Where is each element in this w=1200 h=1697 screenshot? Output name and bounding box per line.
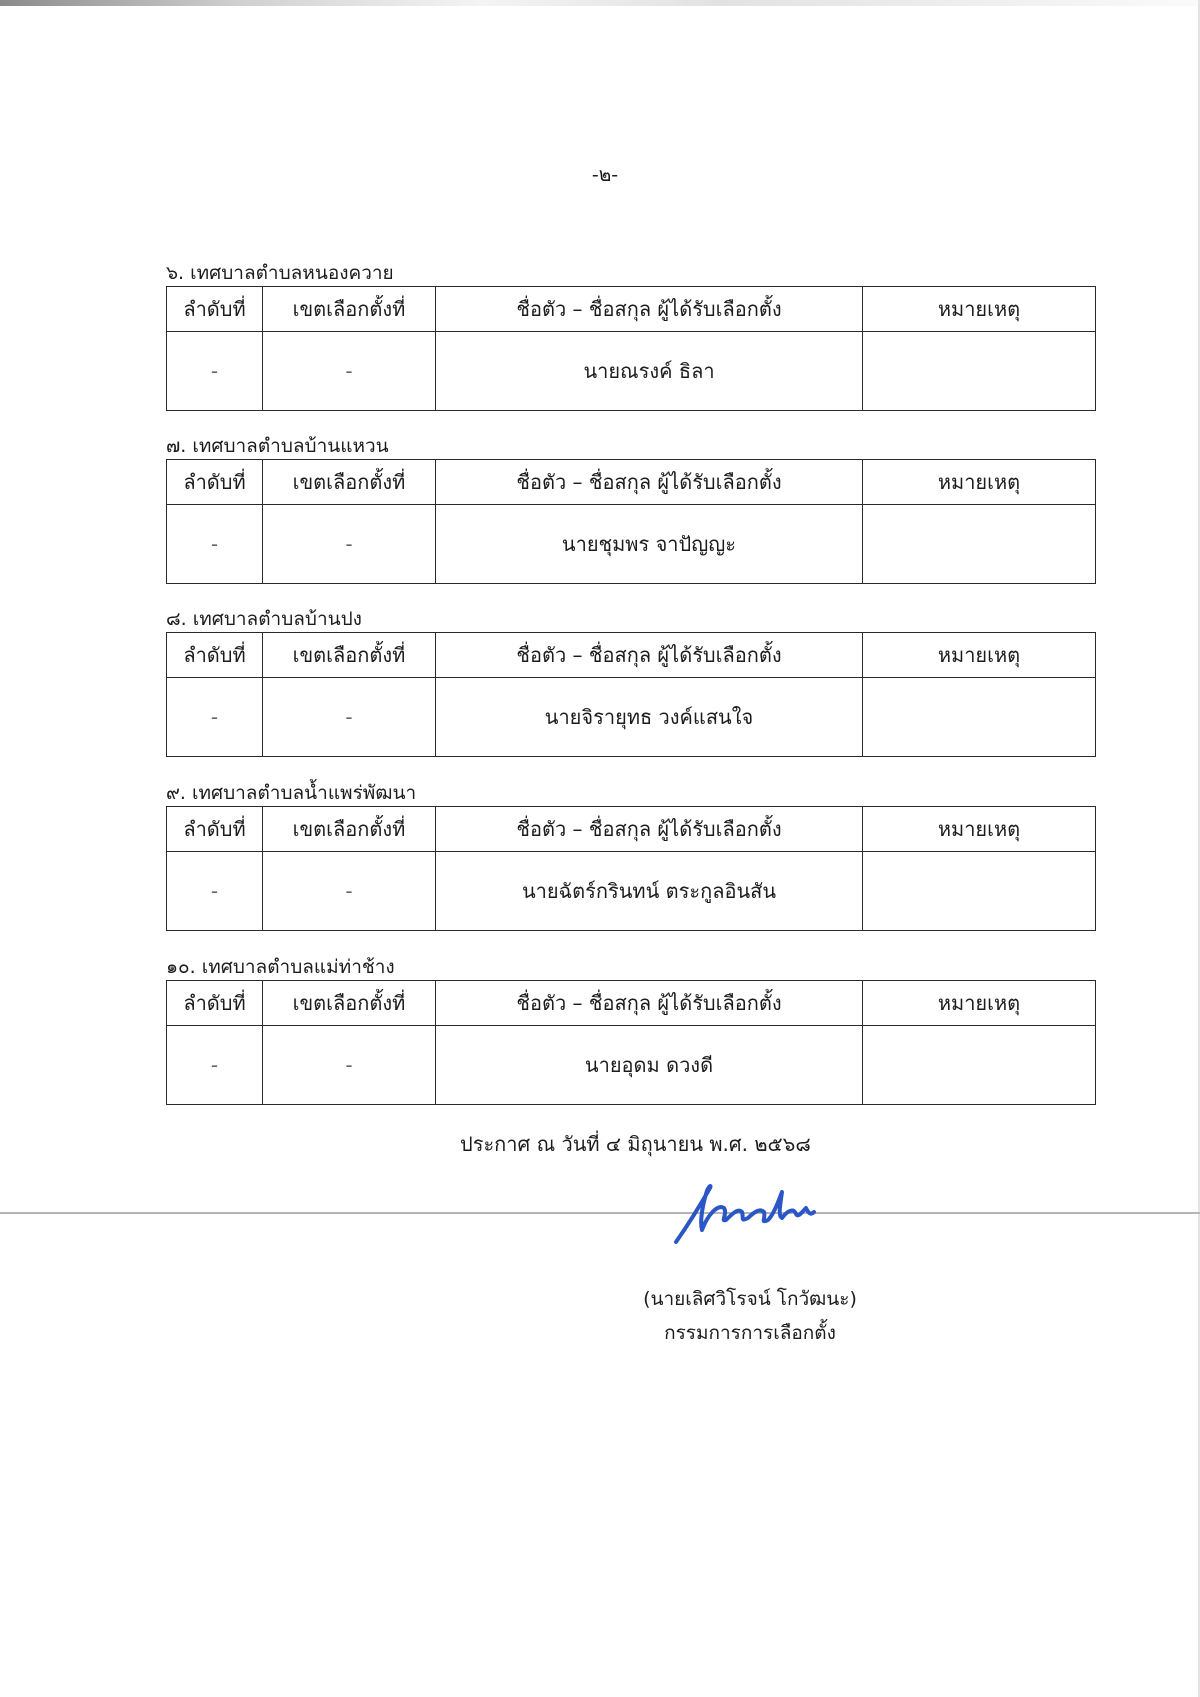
signature-stroke xyxy=(676,1186,814,1242)
cell-remark xyxy=(863,1026,1096,1105)
cell-district: - xyxy=(263,332,436,411)
cell-remark xyxy=(863,332,1096,411)
header-order: ลำดับที่ xyxy=(167,981,263,1026)
cell-district: - xyxy=(263,852,436,931)
header-district: เขตเลือกตั้งที่ xyxy=(263,287,436,332)
header-name: ชื่อตัว – ชื่อสกุล ผู้ได้รับเลือกตั้ง xyxy=(436,633,863,678)
table-row xyxy=(167,332,1096,411)
header-district: เขตเลือกตั้งที่ xyxy=(263,981,436,1026)
cell-name: นายอุดม ดวงดี xyxy=(436,1026,863,1105)
result-table xyxy=(166,806,1096,931)
result-table xyxy=(166,632,1096,757)
header-remark: หมายเหตุ xyxy=(863,981,1096,1026)
table-row xyxy=(167,505,1096,584)
result-table xyxy=(166,459,1096,584)
header-name: ชื่อตัว – ชื่อสกุล ผู้ได้รับเลือกตั้ง xyxy=(436,981,863,1026)
header-remark: หมายเหตุ xyxy=(863,460,1096,505)
header-remark: หมายเหตุ xyxy=(863,287,1096,332)
page-number: -๒- xyxy=(591,164,619,186)
table-header-row xyxy=(167,633,1096,678)
header-order: ลำดับที่ xyxy=(167,807,263,852)
header-name: ชื่อตัว – ชื่อสกุล ผู้ได้รับเลือกตั้ง xyxy=(436,807,863,852)
cell-district: - xyxy=(263,678,436,757)
cell-order: - xyxy=(167,505,263,584)
section-title: ๘. เทศบาลตำบลบ้านปง xyxy=(166,608,362,630)
header-remark: หมายเหตุ xyxy=(863,633,1096,678)
table-header-row xyxy=(167,981,1096,1026)
cell-remark xyxy=(863,852,1096,931)
cell-order: - xyxy=(167,852,263,931)
section-8 xyxy=(166,606,1091,757)
cell-name: นายฉัตร์กรินทน์ ตระกูลอินสัน xyxy=(436,852,863,931)
header-order: ลำดับที่ xyxy=(167,287,263,332)
signer-name: (นายเลิศวิโรจน์ โกวัฒนะ) xyxy=(643,1288,857,1310)
scan-edge-top xyxy=(0,0,1200,6)
header-district: เขตเลือกตั้งที่ xyxy=(263,633,436,678)
cell-district: - xyxy=(263,1026,436,1105)
result-table xyxy=(166,286,1096,411)
cell-order: - xyxy=(167,332,263,411)
scan-artifact-line xyxy=(0,1212,1200,1214)
header-order: ลำดับที่ xyxy=(167,460,263,505)
table-header-row xyxy=(167,287,1096,332)
header-district: เขตเลือกตั้งที่ xyxy=(263,460,436,505)
announcement-date: ประกาศ ณ วันที่ ๔ มิถุนายน พ.ศ. ๒๕๖๘ xyxy=(460,1132,811,1156)
signature-image xyxy=(668,1178,828,1248)
signer-block xyxy=(600,1282,900,1350)
section-title: ๙. เทศบาลตำบลน้ำแพร่พัฒนา xyxy=(166,782,417,804)
header-order: ลำดับที่ xyxy=(167,633,263,678)
table-header-row xyxy=(167,807,1096,852)
cell-order: - xyxy=(167,1026,263,1105)
header-district: เขตเลือกตั้งที่ xyxy=(263,807,436,852)
section-6 xyxy=(166,260,1091,411)
table-row xyxy=(167,852,1096,931)
result-table xyxy=(166,980,1096,1105)
section-9 xyxy=(166,780,1091,931)
cell-remark xyxy=(863,678,1096,757)
header-name: ชื่อตัว – ชื่อสกุล ผู้ได้รับเลือกตั้ง xyxy=(436,287,863,332)
section-10 xyxy=(166,954,1091,1105)
section-title: ๗. เทศบาลตำบลบ้านแหวน xyxy=(166,435,389,457)
cell-remark xyxy=(863,505,1096,584)
cell-order: - xyxy=(167,678,263,757)
table-row xyxy=(167,1026,1096,1105)
header-remark: หมายเหตุ xyxy=(863,807,1096,852)
cell-district: - xyxy=(263,505,436,584)
cell-name: นายณรงค์ ธิลา xyxy=(436,332,863,411)
section-title: ๑๐. เทศบาลตำบลแม่ท่าช้าง xyxy=(166,956,395,978)
cell-name: นายชุมพร จาปัญญะ xyxy=(436,505,863,584)
section-title: ๖. เทศบาลตำบลหนองควาย xyxy=(166,262,394,284)
table-header-row xyxy=(167,460,1096,505)
cell-name: นายจิรายุทธ วงค์แสนใจ xyxy=(436,678,863,757)
section-7 xyxy=(166,433,1091,584)
table-row xyxy=(167,678,1096,757)
signer-position: กรรมการการเลือกตั้ง xyxy=(664,1322,836,1344)
header-name: ชื่อตัว – ชื่อสกุล ผู้ได้รับเลือกตั้ง xyxy=(436,460,863,505)
